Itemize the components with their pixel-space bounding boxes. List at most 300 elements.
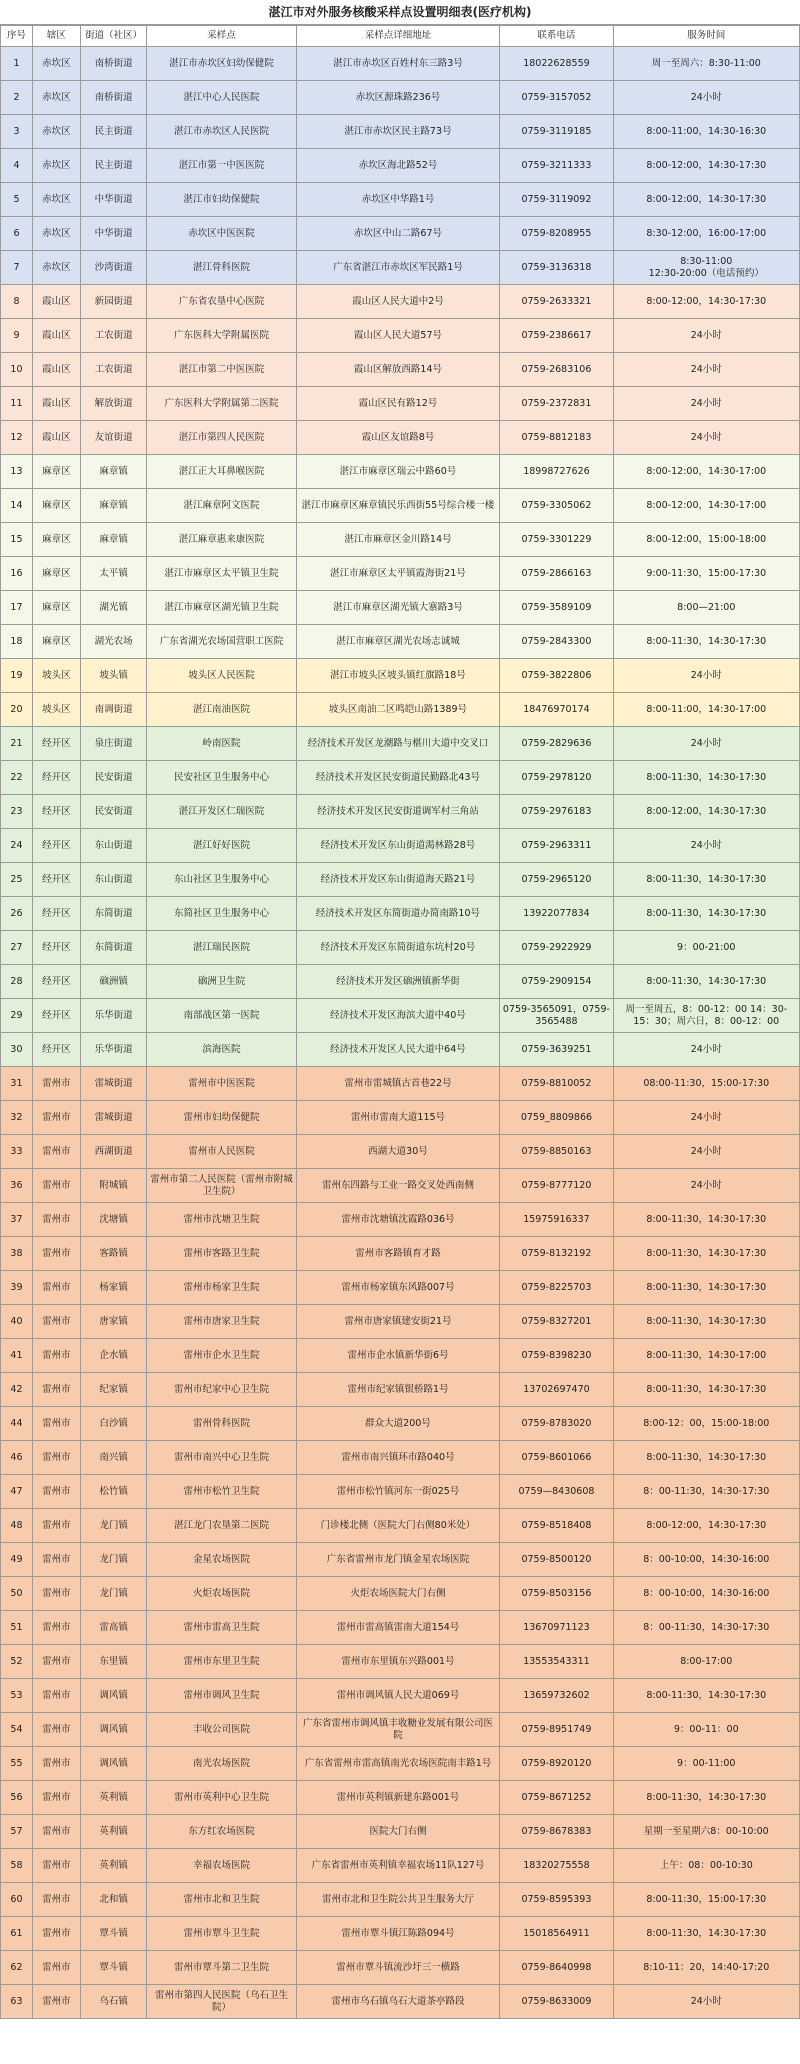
- cell-site: 南部战区第一医院: [147, 999, 296, 1033]
- cell-address: 经济技术开发区民安街道民勤路北43号: [296, 761, 500, 795]
- table-row: [1, 1815, 800, 1849]
- cell-street: 中华街道: [80, 217, 147, 251]
- table-row: [1, 931, 800, 965]
- table-row: [1, 81, 800, 115]
- cell-street: 东里镇: [80, 1645, 147, 1679]
- cell-address: 赤坎区中山二路67号: [296, 217, 500, 251]
- cell-site: 湛江市赤坎区妇幼保健院: [147, 47, 296, 81]
- cell-hours: 24小时: [613, 829, 799, 863]
- cell-index: 11: [1, 387, 33, 421]
- cell-district: 麻章区: [32, 523, 80, 557]
- table-row: [1, 1203, 800, 1237]
- cell-street: 沙湾街道: [80, 251, 147, 285]
- table-row: [1, 1577, 800, 1611]
- table-row: [1, 1271, 800, 1305]
- cell-address: 雷州市覃斗镇流沙圩三一横路: [296, 1951, 500, 1985]
- cell-district: 雷州市: [32, 1883, 80, 1917]
- cell-site: 金星农场医院: [147, 1543, 296, 1577]
- cell-street: 友谊街道: [80, 421, 147, 455]
- cell-site: 湛江麻章阿文医院: [147, 489, 296, 523]
- cell-address: 雷州市东里镇东兴路001号: [296, 1645, 500, 1679]
- cell-address: 雷州市唐家镇建安街21号: [296, 1305, 500, 1339]
- cell-district: 霞山区: [32, 421, 80, 455]
- cell-index: 31: [1, 1067, 33, 1101]
- cell-address: 霞山区友谊路8号: [296, 421, 500, 455]
- cell-district: 雷州市: [32, 1815, 80, 1849]
- cell-site: 雷州市调风卫生院: [147, 1679, 296, 1713]
- sample-site-table: [0, 25, 800, 2019]
- cell-street: 龙门镇: [80, 1543, 147, 1577]
- cell-hours: 24小时: [613, 727, 799, 761]
- cell-district: 经开区: [32, 829, 80, 863]
- cell-index: 42: [1, 1373, 33, 1407]
- cell-index: 52: [1, 1645, 33, 1679]
- cell-address: 广东省湛江市赤坎区军民路1号: [296, 251, 500, 285]
- cell-hours: 8:00-12:00，14:30-17:30: [613, 183, 799, 217]
- header-hours: 服务时间: [613, 26, 799, 47]
- cell-site: 湛江中心人民医院: [147, 81, 296, 115]
- cell-hours: 8:00-11:30，14:30-17:30: [613, 1917, 799, 1951]
- table-row: [1, 1917, 800, 1951]
- cell-index: 6: [1, 217, 33, 251]
- cell-phone: 18998727626: [500, 455, 613, 489]
- cell-address: 雷州市南兴镇环市路040号: [296, 1441, 500, 1475]
- cell-street: 湖光农场: [80, 625, 147, 659]
- table-row: [1, 1169, 800, 1203]
- cell-site: 民安社区卫生服务中心: [147, 761, 296, 795]
- cell-site: 湛江瑞民医院: [147, 931, 296, 965]
- cell-phone: 0759-3565091，0759-3565488: [500, 999, 613, 1033]
- cell-district: 雷州市: [32, 1067, 80, 1101]
- cell-district: 经开区: [32, 897, 80, 931]
- cell-district: 坡头区: [32, 659, 80, 693]
- cell-street: 南兴镇: [80, 1441, 147, 1475]
- cell-street: 龙门镇: [80, 1509, 147, 1543]
- cell-phone: 0759-8671252: [500, 1781, 613, 1815]
- cell-index: 18: [1, 625, 33, 659]
- cell-index: 3: [1, 115, 33, 149]
- cell-hours: 8:00-11:30，14:30-17:30: [613, 761, 799, 795]
- cell-index: 55: [1, 1747, 33, 1781]
- cell-index: 63: [1, 1985, 33, 2019]
- cell-address: 雷州市调风镇人民大道069号: [296, 1679, 500, 1713]
- cell-street: 麻章镇: [80, 523, 147, 557]
- cell-hours: 8:00-11:30，14:30-17:30: [613, 1781, 799, 1815]
- cell-hours: 8:00-11:30，14:30-17:30: [613, 625, 799, 659]
- cell-hours: 上午：08：00-10:30: [613, 1849, 799, 1883]
- table-row: [1, 1475, 800, 1509]
- table-row: [1, 1883, 800, 1917]
- cell-hours: 24小时: [613, 353, 799, 387]
- cell-phone: 0759-2963311: [500, 829, 613, 863]
- cell-site: 火炬农场医院: [147, 1577, 296, 1611]
- cell-phone: 0759-2386617: [500, 319, 613, 353]
- cell-site: 东方红农场医院: [147, 1815, 296, 1849]
- table-row: [1, 1679, 800, 1713]
- cell-index: 61: [1, 1917, 33, 1951]
- cell-hours: 8:00-11:00，14:30-17:00: [613, 693, 799, 727]
- cell-phone: 0759-2978120: [500, 761, 613, 795]
- cell-site: 湛江骨科医院: [147, 251, 296, 285]
- cell-site: 东山社区卫生服务中心: [147, 863, 296, 897]
- cell-index: 33: [1, 1135, 33, 1169]
- cell-phone: 0759-3305062: [500, 489, 613, 523]
- cell-site: 雷州市第四人民医院（乌石卫生院）: [147, 1985, 296, 2019]
- cell-index: 40: [1, 1305, 33, 1339]
- cell-index: 62: [1, 1951, 33, 1985]
- cell-site: 广东省农垦中心医院: [147, 285, 296, 319]
- cell-phone: 0759-8398230: [500, 1339, 613, 1373]
- cell-site: 幸福农场医院: [147, 1849, 296, 1883]
- cell-street: 英利镇: [80, 1781, 147, 1815]
- cell-address: 湛江市麻章区湖光镇大寨路3号: [296, 591, 500, 625]
- cell-site: 湛江正大耳鼻喉医院: [147, 455, 296, 489]
- cell-hours: 08:00-11:30，15:00-17:30: [613, 1067, 799, 1101]
- cell-phone: 0759-8500120: [500, 1543, 613, 1577]
- cell-hours: 8：00-11:30，14:30-17:30: [613, 1611, 799, 1645]
- cell-address: 雷州市雷城镇古首巷22号: [296, 1067, 500, 1101]
- cell-index: 28: [1, 965, 33, 999]
- cell-district: 经开区: [32, 1033, 80, 1067]
- cell-site: 岭南医院: [147, 727, 296, 761]
- cell-site: 丰收公司医院: [147, 1713, 296, 1747]
- cell-address: 雷州市北和卫生院公共卫生服务大厅: [296, 1883, 500, 1917]
- table-row: [1, 897, 800, 931]
- cell-address: 赤坎区海北路52号: [296, 149, 500, 183]
- cell-site: 雷州市雷高卫生院: [147, 1611, 296, 1645]
- cell-site: 赤坎区中医医院: [147, 217, 296, 251]
- cell-street: 龙门镇: [80, 1577, 147, 1611]
- cell-phone: 0759-3211333: [500, 149, 613, 183]
- cell-address: 经济技术开发区东山街道海天路21号: [296, 863, 500, 897]
- cell-address: 雷州市雷高镇雷南大道154号: [296, 1611, 500, 1645]
- cell-phone: 0759-8777120: [500, 1169, 613, 1203]
- cell-district: 雷州市: [32, 1441, 80, 1475]
- cell-index: 13: [1, 455, 33, 489]
- cell-address: 湛江市麻章区湖光农场志诚城: [296, 625, 500, 659]
- cell-site: 雷州市沈塘卫生院: [147, 1203, 296, 1237]
- cell-index: 48: [1, 1509, 33, 1543]
- cell-index: 39: [1, 1271, 33, 1305]
- cell-district: 雷州市: [32, 1339, 80, 1373]
- cell-address: 雷州市英利镇新建东路001号: [296, 1781, 500, 1815]
- cell-address: 经济技术开发区海滨大道中40号: [296, 999, 500, 1033]
- cell-phone: 0759-8208955: [500, 217, 613, 251]
- cell-address: 雷州市乌石镇乌石大道茶亭路段: [296, 1985, 500, 2019]
- table-row: [1, 149, 800, 183]
- cell-street: 北和镇: [80, 1883, 147, 1917]
- cell-address: 湛江市麻章区太平镇霞海街21号: [296, 557, 500, 591]
- cell-street: 白沙镇: [80, 1407, 147, 1441]
- cell-address: 湛江市麻章区麻章镇民乐西街55号综合楼一楼: [296, 489, 500, 523]
- cell-phone: 0759-8810052: [500, 1067, 613, 1101]
- cell-street: 雷城街道: [80, 1101, 147, 1135]
- cell-index: 20: [1, 693, 33, 727]
- cell-hours: 星期一至星期六8：00-10:00: [613, 1815, 799, 1849]
- cell-district: 赤坎区: [32, 217, 80, 251]
- table-row: [1, 625, 800, 659]
- cell-district: 雷州市: [32, 1373, 80, 1407]
- cell-phone: 0759—8430608: [500, 1475, 613, 1509]
- cell-street: 覃斗镇: [80, 1951, 147, 1985]
- cell-address: 西湖大道30号: [296, 1135, 500, 1169]
- table-row: [1, 557, 800, 591]
- cell-index: 14: [1, 489, 33, 523]
- table-row: [1, 1611, 800, 1645]
- cell-district: 雷州市: [32, 1645, 80, 1679]
- cell-hours: 24小时: [613, 1101, 799, 1135]
- cell-street: 纪家镇: [80, 1373, 147, 1407]
- cell-phone: 15975916337: [500, 1203, 613, 1237]
- cell-district: 雷州市: [32, 1747, 80, 1781]
- cell-site: 硇洲卫生院: [147, 965, 296, 999]
- cell-phone: 0759-8518408: [500, 1509, 613, 1543]
- cell-site: 雷州市客路卫生院: [147, 1237, 296, 1271]
- cell-hours: 8:00-11:30，14:30-17:30: [613, 1305, 799, 1339]
- cell-index: 46: [1, 1441, 33, 1475]
- cell-hours: 24小时: [613, 421, 799, 455]
- cell-address: 坡头区南油二区鸣皑山路1389号: [296, 693, 500, 727]
- cell-district: 雷州市: [32, 1509, 80, 1543]
- cell-district: 赤坎区: [32, 149, 80, 183]
- cell-district: 雷州市: [32, 1475, 80, 1509]
- table-body: [1, 47, 800, 2019]
- cell-hours: 周一至周六：8:30-11:00: [613, 47, 799, 81]
- cell-address: 雷州市松竹镇河东一街025号: [296, 1475, 500, 1509]
- cell-site: 湛江市麻章区湖光镇卫生院: [147, 591, 296, 625]
- cell-index: 57: [1, 1815, 33, 1849]
- table-row: [1, 965, 800, 999]
- cell-hours: 9：00-21:00: [613, 931, 799, 965]
- cell-phone: 0759-8678383: [500, 1815, 613, 1849]
- cell-address: 群众大道200号: [296, 1407, 500, 1441]
- cell-site: 雷州市纪家中心卫生院: [147, 1373, 296, 1407]
- cell-hours: 9：00-11:00: [613, 1747, 799, 1781]
- cell-district: 麻章区: [32, 455, 80, 489]
- cell-district: 雷州市: [32, 1781, 80, 1815]
- cell-street: 客路镇: [80, 1237, 147, 1271]
- cell-address: 经济技术开发区龙潮路与椹川大道中交叉口: [296, 727, 500, 761]
- cell-street: 唐家镇: [80, 1305, 147, 1339]
- cell-address: 湛江市赤坎区民主路73号: [296, 115, 500, 149]
- cell-site: 雷州市覃斗第二卫生院: [147, 1951, 296, 1985]
- cell-index: 30: [1, 1033, 33, 1067]
- header-index: 序号: [1, 26, 33, 47]
- cell-hours: 8:00-11:30，14:30-17:30: [613, 1679, 799, 1713]
- cell-address: 经济技术开发区人民大道中64号: [296, 1033, 500, 1067]
- cell-phone: 0759-3589109: [500, 591, 613, 625]
- cell-street: 民安街道: [80, 795, 147, 829]
- table-row: [1, 591, 800, 625]
- cell-district: 麻章区: [32, 489, 80, 523]
- cell-address: 霞山区解放西路14号: [296, 353, 500, 387]
- cell-phone: 18320275558: [500, 1849, 613, 1883]
- cell-district: 雷州市: [32, 1305, 80, 1339]
- header-address: 采样点详细地址: [296, 26, 500, 47]
- cell-phone: 0759-3639251: [500, 1033, 613, 1067]
- cell-hours: 8：00-10:00，14:30-16:00: [613, 1577, 799, 1611]
- cell-street: 英利镇: [80, 1815, 147, 1849]
- cell-address: 经济技术开发区东山街道渴林路28号: [296, 829, 500, 863]
- cell-street: 工农街道: [80, 319, 147, 353]
- cell-hours: 周一至周五，8：00-12：00 14：30-15：30；周六日，8：00-12：00: [613, 999, 799, 1033]
- cell-phone: 0759-2909154: [500, 965, 613, 999]
- table-row: [1, 217, 800, 251]
- cell-street: 坡头镇: [80, 659, 147, 693]
- cell-index: 2: [1, 81, 33, 115]
- cell-street: 附城镇: [80, 1169, 147, 1203]
- cell-phone: 0759-3301229: [500, 523, 613, 557]
- cell-index: 56: [1, 1781, 33, 1815]
- cell-site: 南光农场医院: [147, 1747, 296, 1781]
- table-row: [1, 1135, 800, 1169]
- cell-index: 26: [1, 897, 33, 931]
- cell-index: 38: [1, 1237, 33, 1271]
- cell-hours: 8:00-17:00: [613, 1645, 799, 1679]
- cell-address: 雷州市覃斗镇江陈路094号: [296, 1917, 500, 1951]
- cell-index: 15: [1, 523, 33, 557]
- cell-district: 赤坎区: [32, 81, 80, 115]
- cell-district: 雷州市: [32, 1577, 80, 1611]
- cell-index: 23: [1, 795, 33, 829]
- table-row: [1, 1339, 800, 1373]
- cell-district: 雷州市: [32, 1407, 80, 1441]
- cell-district: 经开区: [32, 965, 80, 999]
- cell-site: 雷州市南兴中心卫生院: [147, 1441, 296, 1475]
- cell-street: 乌石镇: [80, 1985, 147, 2019]
- cell-site: 湛江市麻章区太平镇卫生院: [147, 557, 296, 591]
- table-row: [1, 183, 800, 217]
- cell-district: 赤坎区: [32, 115, 80, 149]
- cell-site: 雷州市北和卫生院: [147, 1883, 296, 1917]
- cell-hours: 24小时: [613, 81, 799, 115]
- cell-site: 雷州市松竹卫生院: [147, 1475, 296, 1509]
- cell-address: 雷州市雷南大道115号: [296, 1101, 500, 1135]
- cell-index: 12: [1, 421, 33, 455]
- cell-address: 赤坎区中华路1号: [296, 183, 500, 217]
- cell-street: 覃斗镇: [80, 1917, 147, 1951]
- cell-street: 松竹镇: [80, 1475, 147, 1509]
- cell-index: 41: [1, 1339, 33, 1373]
- cell-street: 东山街道: [80, 863, 147, 897]
- cell-hours: 8:00-12：00，15:00-18:00: [613, 1407, 799, 1441]
- cell-district: 经开区: [32, 795, 80, 829]
- cell-index: 29: [1, 999, 33, 1033]
- cell-site: 广东医科大学附属医院: [147, 319, 296, 353]
- table-row: [1, 285, 800, 319]
- table-row: [1, 387, 800, 421]
- table-row: [1, 319, 800, 353]
- cell-street: 解放街道: [80, 387, 147, 421]
- cell-district: 雷州市: [32, 1849, 80, 1883]
- cell-district: 麻章区: [32, 625, 80, 659]
- cell-district: 雷州市: [32, 1713, 80, 1747]
- cell-phone: 0759-2633321: [500, 285, 613, 319]
- cell-site: 广东医科大学附属第二医院: [147, 387, 296, 421]
- cell-district: 经开区: [32, 999, 80, 1033]
- cell-phone: 0759-3119185: [500, 115, 613, 149]
- cell-address: 霞山区人民大道57号: [296, 319, 500, 353]
- cell-index: 19: [1, 659, 33, 693]
- cell-street: 企水镇: [80, 1339, 147, 1373]
- cell-street: 太平镇: [80, 557, 147, 591]
- cell-district: 雷州市: [32, 1679, 80, 1713]
- cell-hours: 8:00-12:00，14:30-17:00: [613, 489, 799, 523]
- cell-hours: 8:00-11:00，14:30-16:30: [613, 115, 799, 149]
- cell-street: 南桥街道: [80, 81, 147, 115]
- cell-phone: 0759-2683106: [500, 353, 613, 387]
- cell-hours: 8:00-12:00，14:30-17:00: [613, 455, 799, 489]
- cell-index: 22: [1, 761, 33, 795]
- cell-site: 雷州市杨家卫生院: [147, 1271, 296, 1305]
- cell-index: 54: [1, 1713, 33, 1747]
- cell-index: 1: [1, 47, 33, 81]
- cell-site: 雷州市东里卫生院: [147, 1645, 296, 1679]
- table-row: [1, 1407, 800, 1441]
- cell-phone: 13553543311: [500, 1645, 613, 1679]
- cell-site: 湛江龙门农垦第二医院: [147, 1509, 296, 1543]
- cell-hours: 8:10-11：20，14:40-17:20: [613, 1951, 799, 1985]
- table-row: [1, 863, 800, 897]
- cell-district: 雷州市: [32, 1203, 80, 1237]
- cell-hours: 8:00-11:30，14:30-17:30: [613, 1441, 799, 1475]
- cell-district: 霞山区: [32, 319, 80, 353]
- cell-index: 60: [1, 1883, 33, 1917]
- cell-address: 经济技术开发区硇洲镇新华街: [296, 965, 500, 999]
- cell-phone: 0759-3136318: [500, 251, 613, 285]
- cell-phone: 13702697470: [500, 1373, 613, 1407]
- table-row: [1, 1305, 800, 1339]
- cell-hours: 24小时: [613, 387, 799, 421]
- table-row: [1, 47, 800, 81]
- cell-address: 广东省雷州市雷高镇南光农场医院南丰路1号: [296, 1747, 500, 1781]
- table-row: [1, 1849, 800, 1883]
- cell-index: 4: [1, 149, 33, 183]
- cell-index: 7: [1, 251, 33, 285]
- cell-phone: 0759-2829636: [500, 727, 613, 761]
- cell-index: 8: [1, 285, 33, 319]
- table-row: [1, 1509, 800, 1543]
- cell-street: 乐华街道: [80, 999, 147, 1033]
- cell-hours: 8:00-11:30，15:00-17:30: [613, 1883, 799, 1917]
- cell-hours: 9:00-11:30，15:00-17:30: [613, 557, 799, 591]
- cell-address: 广东省雷州市英利镇幸福农场11队127号: [296, 1849, 500, 1883]
- cell-phone: 0759-8920120: [500, 1747, 613, 1781]
- cell-site: 雷州市妇幼保健院: [147, 1101, 296, 1135]
- cell-district: 雷州市: [32, 1169, 80, 1203]
- cell-street: 硇洲镇: [80, 965, 147, 999]
- cell-street: 麻章镇: [80, 489, 147, 523]
- cell-hours: 8:00—21:00: [613, 591, 799, 625]
- cell-phone: 15018564911: [500, 1917, 613, 1951]
- cell-phone: 13670971123: [500, 1611, 613, 1645]
- table-row: [1, 251, 800, 285]
- cell-index: 27: [1, 931, 33, 965]
- cell-hours: 8:00-11:30，14:30-17:30: [613, 863, 799, 897]
- cell-street: 英利镇: [80, 1849, 147, 1883]
- cell-address: 雷州市纪家镇银桥路1号: [296, 1373, 500, 1407]
- cell-index: 10: [1, 353, 33, 387]
- cell-phone: 0759-2866163: [500, 557, 613, 591]
- table-row: [1, 523, 800, 557]
- cell-index: 58: [1, 1849, 33, 1883]
- cell-address: 雷州市沈塘镇沈霞路036号: [296, 1203, 500, 1237]
- cell-street: 湖光镇: [80, 591, 147, 625]
- cell-phone: 0759-8503156: [500, 1577, 613, 1611]
- cell-street: 新园街道: [80, 285, 147, 319]
- table-row: [1, 1713, 800, 1747]
- cell-index: 25: [1, 863, 33, 897]
